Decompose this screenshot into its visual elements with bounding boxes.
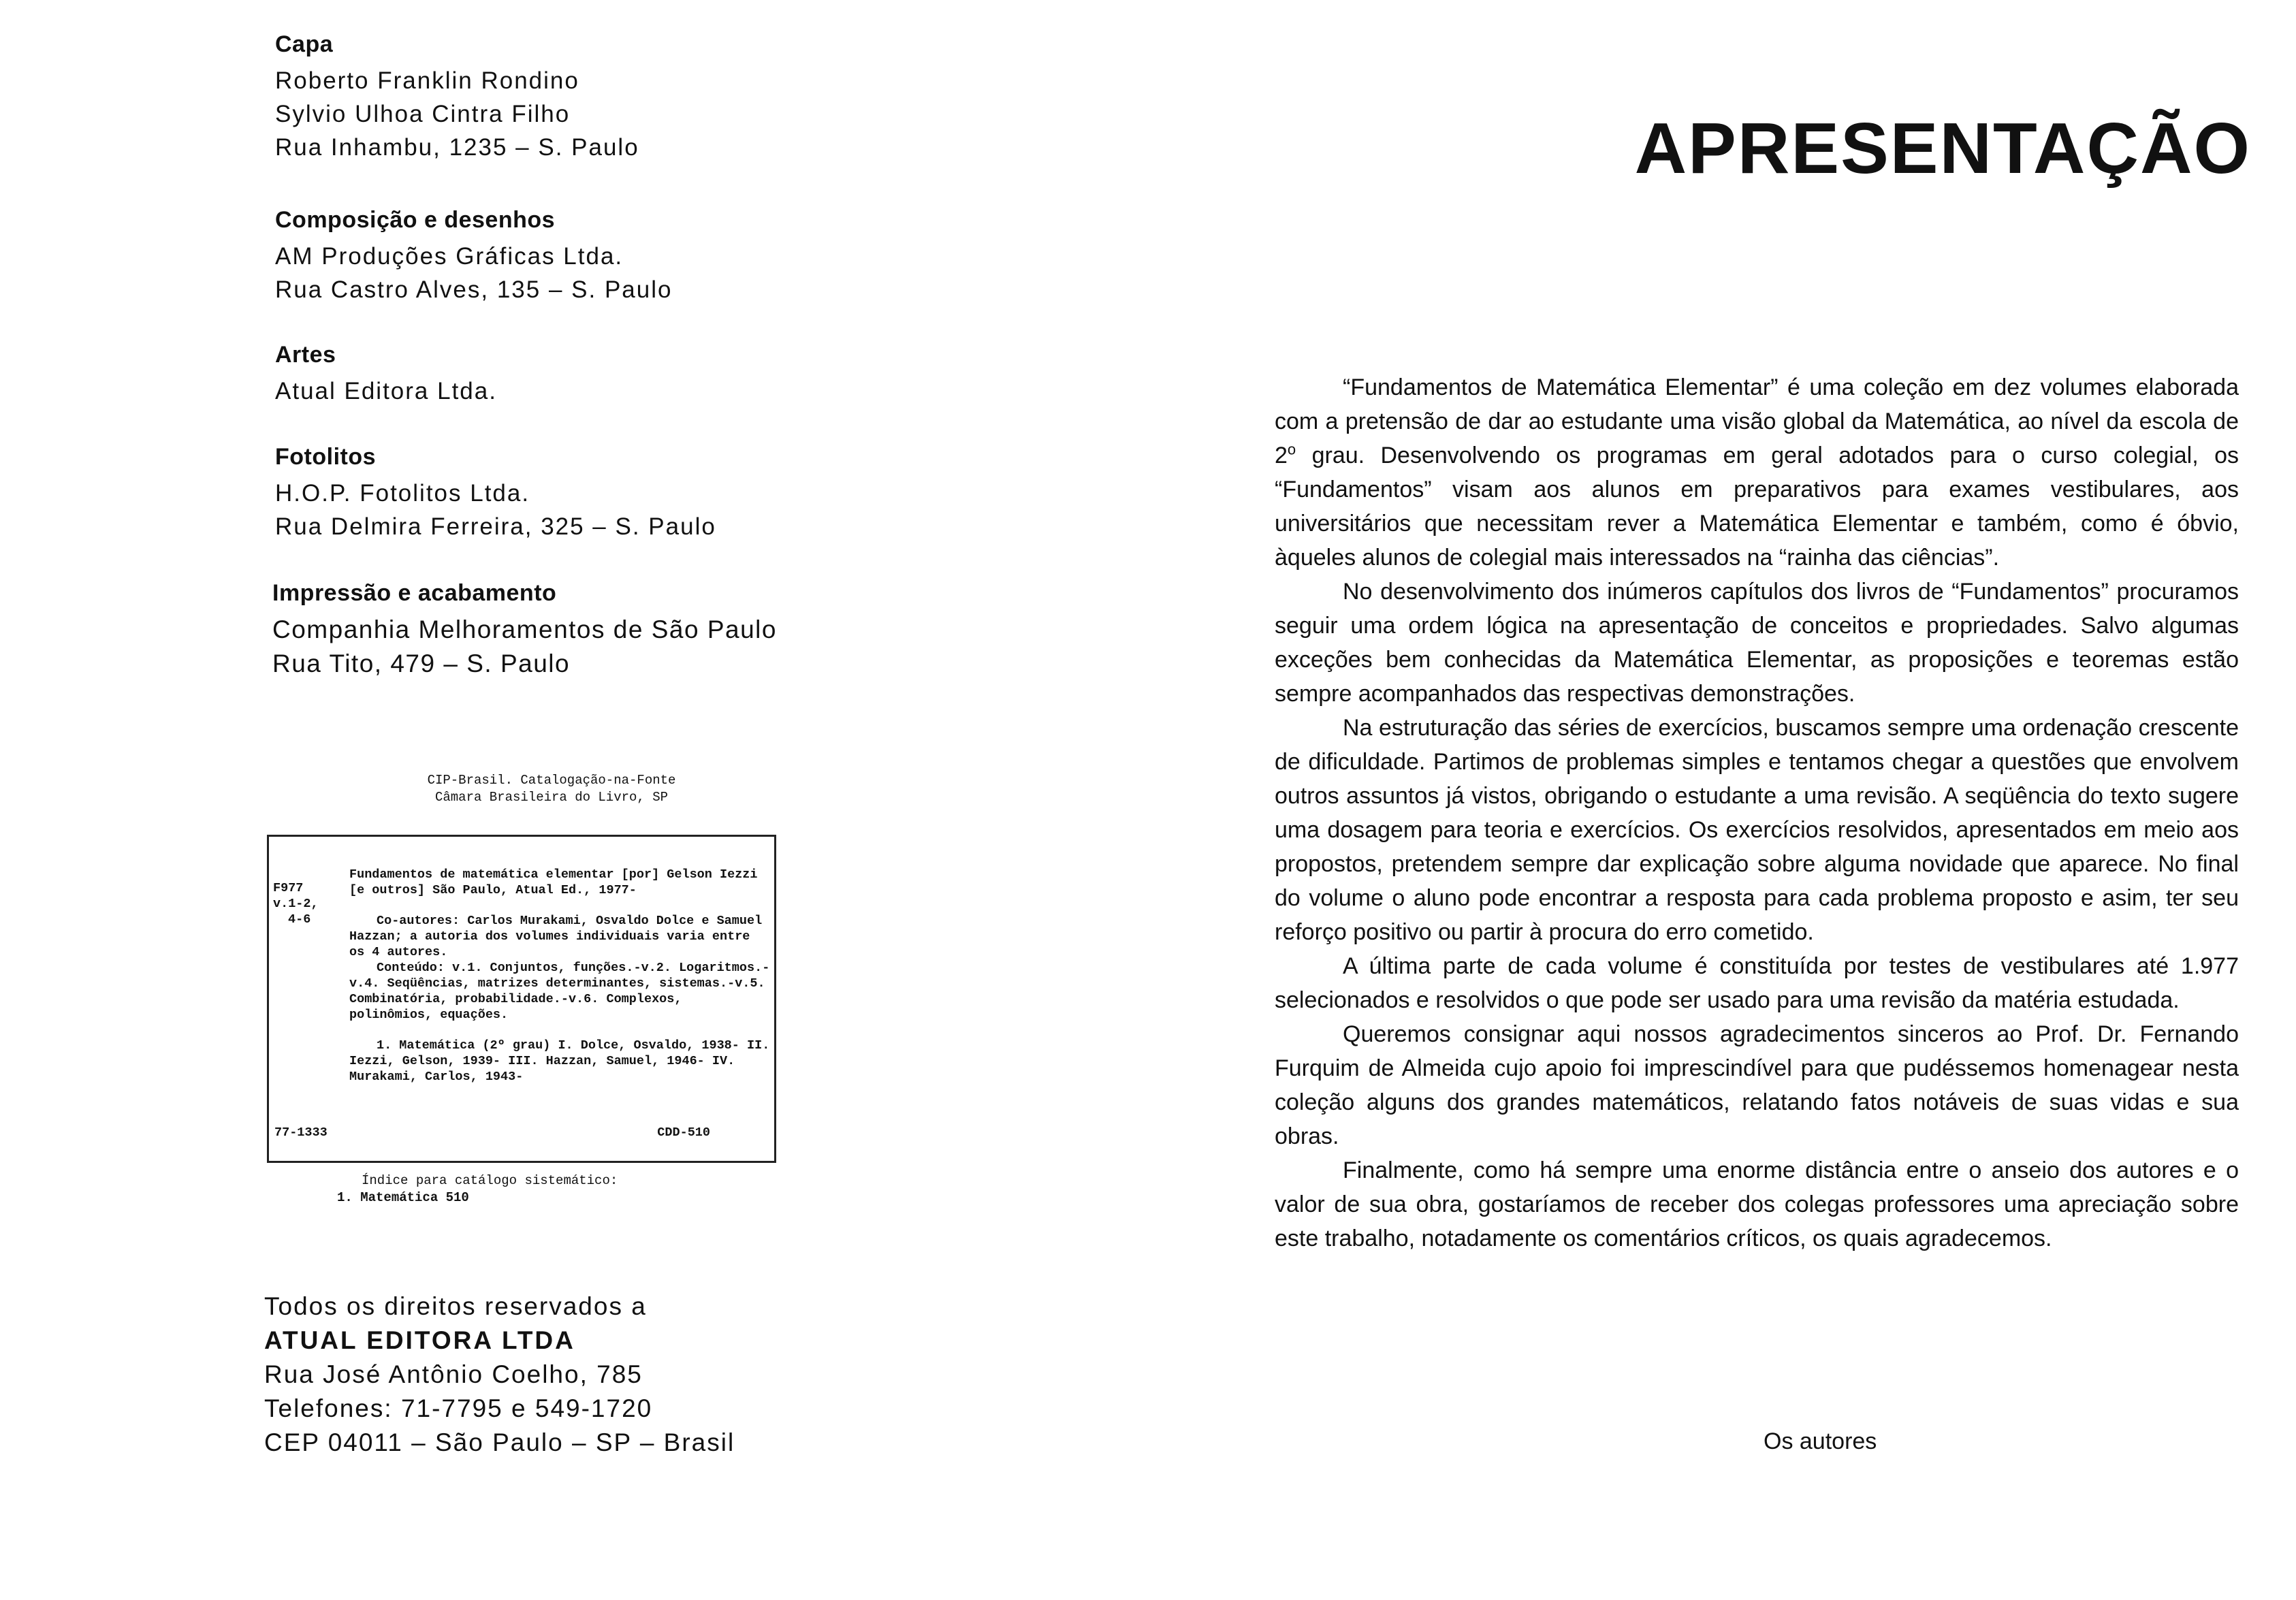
index-entry: 1. Matemática 510 [337,1190,469,1205]
publisher-phones: Telefones: 71-7795 e 549-1720 [264,1394,653,1422]
ordinal-marker: o [1287,441,1296,458]
credit-line: Rua Castro Alves, 135 – S. Paulo [275,276,673,303]
credit-line: Rua Delmira Ferreira, 325 – S. Paulo [275,513,716,540]
credit-block-fotolitos [275,441,888,543]
page-title: APRESENTAÇÃO [1634,108,2251,189]
card-classification [273,880,341,927]
paragraph: Finalmente, como há sempre uma enorme distância entre o anseio dos autores e o valor de sua obra, gostaríamos de receber dos colegas professores uma apreciação sobre este trabalho, notadamente os comentários críticos, os quais agradecemos. [1275,1157,2239,1251]
publisher-cep: CEP 04011 – São Paulo – SP – Brasil [264,1428,735,1456]
paragraph-text: grau. Desenvolvendo os programas em geral adotados para o curso colegial, os “Fundamentos” visam aos alunos em preparativos para exames vestibulares, aos universitários que necessitam rever a Matemática Elementar e também, como é óbvio, àqueles alunos de colegial mais interessados na “rainha das ciências”. [1275,443,2239,571]
rights-line: Todos os direitos reservados a [264,1292,647,1320]
paragraph [1275,370,2239,575]
card-volumes: v.1-2, [273,897,319,911]
card-cdd: CDD-510 [657,1125,710,1140]
publisher-address: Rua José Antônio Coelho, 785 [264,1360,643,1388]
credit-block-impressao [272,577,885,681]
credit-block-capa [275,29,888,164]
card-body [349,867,771,1085]
card-class-number: F977 [273,881,304,895]
card-contents: Conteúdo: v.1. Conjuntos, funções.-v.2. Logaritmos.-v.4. Seqüências, matrizes determinantes, sistemas.-v.5. Combinatória, probabilidade.-v.6. Complexos, polinômios, equações. [349,961,770,1022]
publisher-name: ATUAL EDITORA LTDA [264,1326,575,1354]
card-volumes: 4-6 [288,912,311,927]
credit-line: Rua Inhambu, 1235 – S. Paulo [275,134,639,161]
card-subjects: 1. Matemática (2º grau) I. Dolce, Osvaldo, 1938- II. Iezzi, Gelson, 1939- III. Hazzan, Samuel, 1946- IV. Murakami, Carlos, 1943- [349,1038,770,1084]
credit-block-artes [275,339,888,408]
catalog-card [267,835,776,1163]
paragraph-text: “Fundamentos de Matemática Elementar” é uma coleção em dez volumes elaborada com a pretensão de dar ao estudante uma visão global da Matemática, ao nível da escola de 2 [1275,374,2239,468]
credit-line: Rua Tito, 479 – S. Paulo [272,650,571,677]
credit-heading: Composição e desenhos [275,207,556,233]
credit-line: Atual Editora Ltda. [275,378,497,404]
paragraph: Na estruturação das séries de exercícios, buscamos sempre uma ordenação crescente de dificuldade. Partimos de problemas simples e tentamos chegar a questões que envolvem outros assuntos já vistos, obrigando o estudante a uma revisão. A seqüência do texto sugere uma dosagem para teoria e exercícios. Os exercícios resolvidos, apresentados em meio aos propostos, pretendem sempre dar explicação sobre alguma novidade que aparece. No final do volume o aluno pode encontrar a resposta para cada problema proposto e asim, ter seu reforço positivo ou partir à procura do erro cometido. [1275,715,2239,945]
credit-line: Roberto Franklin Rondino [275,67,579,94]
cip-header-line: Câmara Brasileira do Livro, SP [434,790,669,805]
catalog-index [337,1172,618,1206]
credit-line: AM Produções Gráficas Ltda. [275,243,624,270]
credit-block-composicao [275,204,888,306]
paragraph: A última parte de cada volume é constituída por testes de vestibulares até 1.977 selecionados e resolvidos o que pode ser usado para uma revisão da matéria estudada. [1275,953,2239,1013]
credit-line: Companhia Melhoramentos de São Paulo [272,615,777,643]
credit-line: H.O.P. Fotolitos Ltda. [275,480,530,507]
right-page [1148,0,2296,1600]
card-record-number: 77-1333 [274,1125,328,1140]
rights-block [264,1290,877,1460]
cip-header [381,772,722,806]
credit-line: Sylvio Ulhoa Cintra Filho [275,101,571,127]
signature: Os autores [1764,1428,1877,1454]
credit-heading: Artes [275,342,336,368]
credit-heading: Impressão e acabamento [272,580,557,606]
paragraph: No desenvolvimento dos inúmeros capítulos dos livros de “Fundamentos” procuramos seguir uma ordem lógica na apresentação de conceitos e propriedades. Salvo algumas exceções bem conhecidas da Matemática Elementar, as proposições e teoremas estão sempre acompanhados das respectivas demonstrações. [1275,579,2239,707]
credit-heading: Fotolitos [275,444,377,470]
presentation-body [1275,370,2239,1255]
card-coauthors: Co-autores: Carlos Murakami, Osvaldo Dolce e Samuel Hazzan; a autoria dos volumes individuais varia entre os 4 autores. [349,914,763,959]
paragraph: Queremos consignar aqui nossos agradecimentos sinceros ao Prof. Dr. Fernando Furquim de Almeida cujo apoio foi imprescindível para que pudéssemos homenagear nesta coleção alguns dos grandes matemáticos, relatando fatos notáveis de suas vidas e sua obras. [1275,1021,2239,1149]
credit-heading: Capa [275,31,334,57]
card-title-entry: Fundamentos de matemática elementar [por] Gelson Iezzi [e outros] São Paulo, Atual Ed., 1977- [349,867,758,897]
cip-header-line: CIP-Brasil. Catalogação-na-Fonte [427,773,676,788]
index-title: Índice para catálogo sistemático: [362,1173,618,1188]
